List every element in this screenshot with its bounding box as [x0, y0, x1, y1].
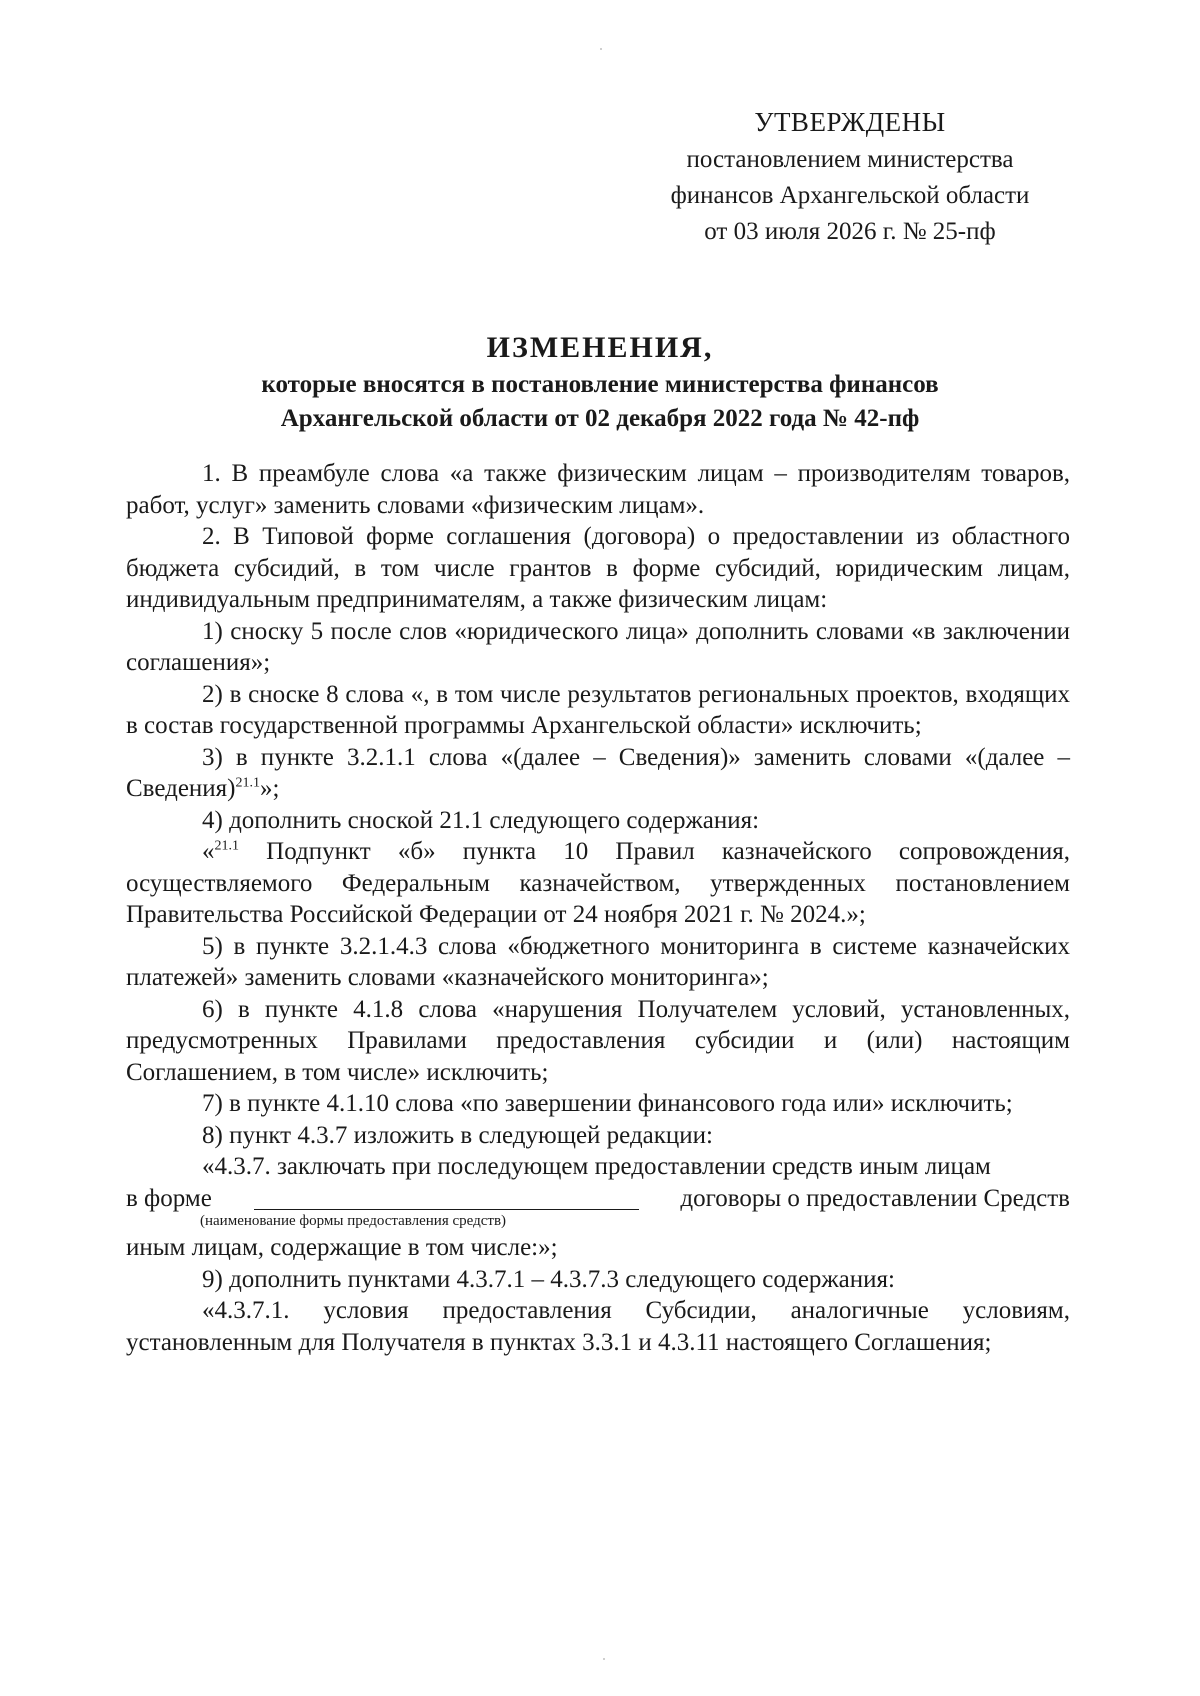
quote-open: «: [202, 838, 215, 865]
footnote-text: Подпункт «б» пункта 10 Правил казначейского сопровождения, осуществляемого Федеральным казначейством, утвержденных постановлением Правительства Российской Федерации от 24 ноября 2021 г. № 2024.»;: [126, 838, 1070, 928]
list-item: 5) в пункте 3.2.1.4.3 слова «бюджетного мониторинга в системе казначейских платежей» заменить словами «казначейского мониторинга»;: [126, 932, 1070, 991]
paragraph: 1. В преамбуле слова «а также физическим лицам – производителям товаров, работ, услуг» заменить словами «физическим лицам».: [126, 460, 1070, 519]
blank-field-line: [254, 1185, 639, 1210]
footnote-number: 21.1: [214, 838, 239, 854]
footnote-quote: [126, 836, 1070, 931]
heading-subtitle: Архангельской области от 02 декабря 2022 года № 42-пф: [280, 405, 920, 432]
scan-mark: [600, 48, 602, 50]
list-item-text: 3) в пункте 3.2.1.1 слова «(далее – Сведения)» заменить словами «(далее – Сведения): [126, 743, 1070, 802]
list-item: 4) дополнить сноской 21.1 следующего содержания:: [202, 806, 760, 834]
list-item: 7) в пункте 4.1.10 слова «по завершении финансового года или» исключить;: [202, 1090, 1013, 1117]
quote-paragraph: «4.3.7.1. условия предоставления Субсидии, аналогичные условиям, установленным для Получателя в пунктах 3.3.1 и 4.3.11 настоящего Соглашения;: [126, 1297, 1070, 1356]
list-item: 2) в сноске 8 слова «, в том числе результатов региональных проектов, входящих в состав государственной программы Архангельской области» исключить;: [126, 680, 1070, 739]
list-item: 6) в пункте 4.1.8 слова «нарушения Получателем условий, установленных, предусмотренных Правилами предоставления субсидии и (или) настоящим Соглашением, в том числе» исключить;: [126, 995, 1070, 1086]
approval-line: финансов Архангельской области: [670, 182, 1030, 209]
approval-line: от 03 июля 2026 г. № 25-пф: [704, 218, 996, 245]
heading-subtitle: которые вносятся в постановление министерства финансов: [261, 371, 939, 398]
list-item: 8) пункт 4.3.7 изложить в следующей редакции:: [202, 1121, 713, 1149]
approval-title: УТВЕРЖДЕНЫ: [754, 107, 946, 137]
list-item: 9) дополнить пунктами 4.3.7.1 – 4.3.7.3 следующего содержания:: [202, 1265, 895, 1293]
document-body: [126, 458, 1070, 1358]
approval-block: [640, 104, 1060, 250]
scan-mark: [603, 1658, 605, 1660]
form-line-left: в форме: [126, 1184, 212, 1212]
form-fill-line: [126, 1183, 1070, 1215]
field-caption: (наименование формы предоставления средств): [200, 1213, 507, 1229]
document-heading: [200, 328, 1000, 436]
list-item: 1) сноску 5 после слов «юридического лица» дополнить словами «в заключении соглашения»;: [126, 617, 1070, 676]
paragraph: иным лицам, содержащие в том числе:»;: [126, 1234, 558, 1261]
approval-line: постановлением министерства: [686, 146, 1014, 173]
form-line-right: договоры о предоставлении Средств: [680, 1184, 1070, 1212]
paragraph: 2. В Типовой форме соглашения (договора) о предоставлении из областного бюджета субсидий, в том числе грантов в форме субсидий, юридическим лицам, индивидуальным предпринимателям, а также физическим лицам:: [126, 523, 1070, 613]
list-item: [126, 742, 1070, 805]
quote-paragraph: «4.3.7. заключать при последующем предоставлении средств иным лицам: [202, 1153, 991, 1180]
heading-title: ИЗМЕНЕНИЯ,: [486, 331, 714, 364]
footnote-ref: 21.1: [235, 775, 260, 791]
list-item-text: »;: [260, 775, 280, 802]
